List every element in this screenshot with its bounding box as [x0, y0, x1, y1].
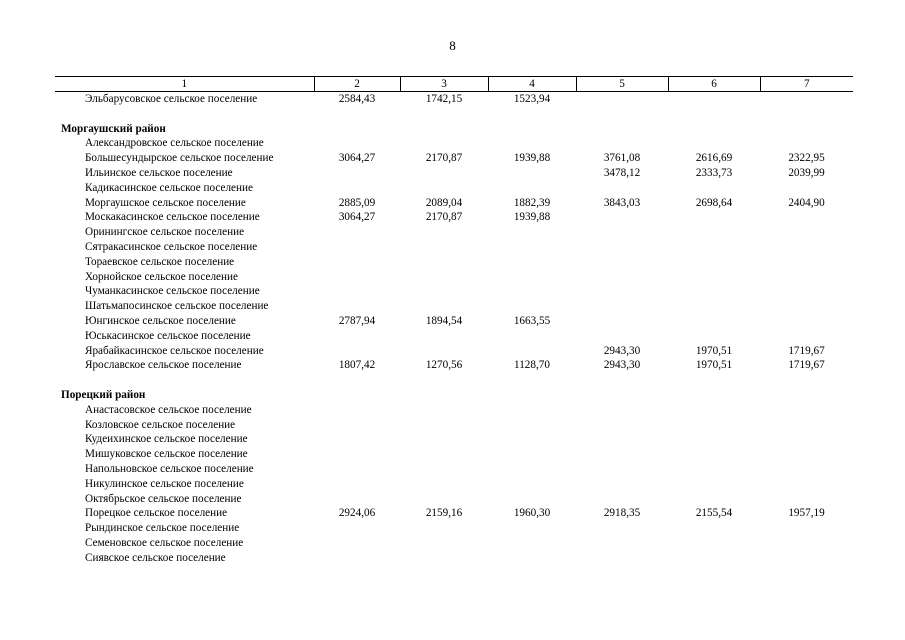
table-row [55, 314, 853, 329]
value-cell-col-7: 1719,67 [788, 359, 825, 372]
value-cell-col-5 [576, 210, 668, 225]
value-cell-col-6 [668, 432, 760, 447]
header-col-6: 6 [668, 77, 760, 92]
district-title: Моргаушский район [61, 122, 166, 135]
table-row [55, 447, 853, 462]
value-cell-col-6 [668, 403, 760, 418]
settlement-name: Ярабайкасинское сельское поселение [85, 344, 264, 357]
value-cell-col-5: 3843,03 [603, 196, 641, 209]
settlement-name: Тораевское сельское поселение [85, 255, 235, 268]
settlement-name: Юнгинское сельское поселение [85, 314, 236, 327]
value-cell-col-4 [488, 136, 576, 151]
table-row [55, 299, 853, 314]
table-row [55, 210, 853, 225]
value-cell-col-7 [760, 536, 853, 551]
value-cell-col-5 [576, 551, 668, 566]
settlement-name: Москакасинское сельское поселение [85, 211, 260, 224]
value-cell-col-4: 1960,30 [513, 507, 551, 520]
value-cell-col-2 [314, 344, 400, 359]
value-cell-col-3: 2170,87 [425, 211, 463, 224]
value-cell-col-6 [668, 418, 760, 433]
value-cell-col-7 [760, 240, 853, 255]
value-cell-col-4: 1882,39 [513, 196, 551, 209]
value-cell-col-2: 1807,42 [338, 359, 376, 372]
value-cell-col-5 [576, 270, 668, 285]
value-cell-col-2 [314, 551, 400, 566]
table-row [55, 506, 853, 521]
value-cell-col-2 [314, 521, 400, 536]
value-cell-col-2: 2584,43 [338, 93, 376, 105]
value-cell-col-5 [576, 255, 668, 270]
value-cell-col-3 [400, 166, 488, 181]
value-cell-col-3 [400, 432, 488, 447]
value-cell-col-4 [488, 284, 576, 299]
value-cell-col-7 [760, 329, 853, 344]
value-cell-col-3 [400, 536, 488, 551]
value-cell-col-5 [576, 136, 668, 151]
value-cell-col-2 [314, 329, 400, 344]
settlement-name: Кудеихинское сельское поселение [85, 433, 248, 446]
value-cell-col-5 [576, 462, 668, 477]
value-cell-col-7: 2322,95 [788, 152, 825, 165]
value-cell-col-6 [668, 536, 760, 551]
value-cell-col-6: 1970,51 [695, 359, 733, 372]
value-cell-col-6 [668, 136, 760, 151]
value-cell-col-6: 2333,73 [695, 166, 733, 179]
value-cell-col-4 [488, 270, 576, 285]
value-cell-col-2: 2885,09 [338, 196, 376, 209]
value-cell-col-4 [488, 551, 576, 566]
value-cell-col-5: 3761,08 [603, 152, 641, 165]
value-cell-col-4 [488, 492, 576, 507]
value-cell-col-6 [668, 299, 760, 314]
value-cell-col-7 [760, 255, 853, 270]
settlement-name: Кадикасинское сельское поселение [85, 181, 253, 194]
district-row [55, 388, 853, 403]
value-cell-col-5 [576, 314, 668, 329]
value-cell-col-2: 3064,27 [338, 152, 376, 165]
value-cell-col-2 [314, 403, 400, 418]
value-cell-col-7 [760, 432, 853, 447]
value-cell-col-5 [576, 403, 668, 418]
table-row [55, 462, 853, 477]
value-cell-col-3 [400, 418, 488, 433]
value-cell-col-4: 1663,55 [513, 314, 551, 327]
value-cell-col-6 [668, 284, 760, 299]
value-cell-col-5 [576, 447, 668, 462]
value-cell-col-3 [400, 447, 488, 462]
table-row [55, 181, 853, 196]
value-cell-col-7 [760, 447, 853, 462]
value-cell-col-5 [576, 181, 668, 196]
value-cell-col-3 [400, 284, 488, 299]
value-cell-col-3 [400, 270, 488, 285]
value-cell-col-4 [488, 521, 576, 536]
value-cell-col-6 [668, 521, 760, 536]
value-cell-col-3 [400, 225, 488, 240]
settlement-name: Хорнойское сельское поселение [85, 270, 238, 283]
header-col-5: 5 [576, 77, 668, 92]
value-cell-col-7: 1957,19 [788, 507, 825, 520]
value-cell-col-3: 2170,87 [425, 152, 463, 165]
table-row [55, 284, 853, 299]
value-cell-col-5: 2918,35 [603, 507, 641, 520]
table-row [55, 166, 853, 181]
value-cell-col-3: 2159,16 [425, 507, 463, 520]
value-cell-col-4 [488, 418, 576, 433]
value-cell-col-6 [668, 240, 760, 255]
value-cell-col-7 [760, 403, 853, 418]
settlement-name: Сятракасинское сельское поселение [85, 240, 258, 253]
spacer-cell [55, 107, 853, 122]
value-cell-col-3 [400, 403, 488, 418]
value-cell-col-4: 1523,94 [513, 93, 551, 105]
spacer-row [55, 107, 853, 122]
value-cell-col-6 [668, 255, 760, 270]
value-cell-col-4 [488, 240, 576, 255]
value-cell-col-3 [400, 462, 488, 477]
value-cell-col-5: 3478,12 [603, 166, 641, 179]
value-cell-col-4 [488, 447, 576, 462]
table-row [55, 329, 853, 344]
value-cell-col-3 [400, 477, 488, 492]
table-row [55, 403, 853, 418]
value-cell-col-4: 1128,70 [514, 359, 550, 372]
value-cell-col-7 [760, 225, 853, 240]
value-cell-col-4 [488, 403, 576, 418]
settlement-name: Козловское сельское поселение [85, 418, 236, 431]
value-cell-col-4 [488, 181, 576, 196]
value-cell-col-3: 2089,04 [425, 196, 463, 209]
value-cell-col-6 [668, 181, 760, 196]
value-cell-col-2 [314, 136, 400, 151]
value-cell-col-5: 2943,30 [603, 359, 641, 372]
value-cell-col-7 [760, 477, 853, 492]
header-col-2: 2 [314, 77, 400, 92]
value-cell-col-6: 2698,64 [695, 196, 733, 209]
value-cell-col-4 [488, 255, 576, 270]
value-cell-col-4: 1939,88 [513, 211, 551, 224]
value-cell-col-5: 2943,30 [603, 344, 641, 357]
settlement-name: Рындинское сельское поселение [85, 522, 240, 535]
value-cell-col-7 [760, 210, 853, 225]
value-cell-col-4 [488, 225, 576, 240]
table-row [55, 240, 853, 255]
header-col-3: 3 [400, 77, 488, 92]
value-cell-col-4 [488, 536, 576, 551]
value-cell-col-5 [576, 418, 668, 433]
value-cell-col-6: 2155,54 [695, 507, 733, 520]
value-cell-col-6: 2616,69 [695, 152, 733, 165]
value-cell-col-7 [760, 521, 853, 536]
value-cell-col-3 [400, 181, 488, 196]
value-cell-col-7: 2039,99 [788, 166, 825, 179]
value-cell-col-3: 1270,56 [425, 359, 463, 372]
table-row [55, 551, 853, 566]
value-cell-col-6 [668, 492, 760, 507]
value-cell-col-6: 1970,51 [695, 344, 733, 357]
table-row [55, 521, 853, 536]
table-row [55, 344, 853, 359]
settlement-name: Шатьмапосинское сельское поселение [85, 300, 269, 313]
settlement-name: Мишуковское сельское поселение [85, 448, 248, 461]
value-cell-col-5 [576, 521, 668, 536]
table-row [55, 136, 853, 151]
settlement-name: Семеновское сельское поселение [85, 536, 244, 549]
settlement-name: Чуманкасинское сельское поселение [85, 285, 260, 298]
settlement-name: Александровское сельское поселение [85, 137, 264, 150]
value-cell-col-2: 3064,27 [338, 211, 376, 224]
value-cell-col-7 [760, 270, 853, 285]
value-cell-col-3 [400, 240, 488, 255]
table-row [55, 477, 853, 492]
value-cell-col-7 [760, 418, 853, 433]
value-cell-col-2 [314, 299, 400, 314]
value-cell-col-5 [576, 92, 668, 107]
value-cell-col-6 [668, 329, 760, 344]
table-row [55, 492, 853, 507]
value-cell-col-7 [760, 551, 853, 566]
value-cell-col-4 [488, 166, 576, 181]
value-cell-col-3 [400, 299, 488, 314]
table-row [55, 270, 853, 285]
district-row [55, 122, 853, 137]
value-cell-col-6 [668, 92, 760, 107]
value-cell-col-2 [314, 536, 400, 551]
value-cell-col-7 [760, 314, 853, 329]
value-cell-col-5 [576, 432, 668, 447]
settlement-name: Никулинское сельское поселение [85, 477, 244, 490]
value-cell-col-5 [576, 492, 668, 507]
page-number: 8 [449, 38, 456, 53]
value-cell-col-2 [314, 462, 400, 477]
settlement-name: Порецкое сельское поселение [85, 507, 228, 520]
settlement-name: Эльбарусовское сельское поселение [85, 93, 258, 105]
spacer-row [55, 373, 853, 388]
value-cell-col-7 [760, 299, 853, 314]
value-cell-col-2 [314, 447, 400, 462]
table-row [55, 196, 853, 211]
table-row [55, 225, 853, 240]
table-row [55, 255, 853, 270]
header-col-7: 7 [760, 77, 853, 92]
value-cell-col-4: 1939,88 [513, 152, 551, 165]
value-cell-col-6 [668, 210, 760, 225]
value-cell-col-7 [760, 492, 853, 507]
settlement-name: Анастасовское сельское поселение [85, 403, 252, 416]
value-cell-col-5 [576, 284, 668, 299]
header-row [55, 77, 853, 92]
value-cell-col-3 [400, 344, 488, 359]
value-cell-col-3 [400, 136, 488, 151]
value-cell-col-3 [400, 329, 488, 344]
settlement-name: Моргаушское сельское поселение [85, 196, 246, 209]
value-cell-col-2 [314, 492, 400, 507]
value-cell-col-3 [400, 521, 488, 536]
value-cell-col-5 [576, 225, 668, 240]
value-cell-col-5 [576, 477, 668, 492]
settlement-name: Юськасинское сельское поселение [85, 329, 251, 342]
value-cell-col-4 [488, 432, 576, 447]
value-cell-col-3 [400, 551, 488, 566]
table-row [55, 151, 853, 166]
data-table [55, 76, 853, 566]
value-cell-col-2 [314, 284, 400, 299]
value-cell-col-5 [576, 299, 668, 314]
table-row [55, 358, 853, 373]
value-cell-col-7: 2404,90 [788, 196, 825, 209]
value-cell-col-6 [668, 551, 760, 566]
value-cell-col-2 [314, 270, 400, 285]
settlement-name: Напольновское сельское поселение [85, 462, 254, 475]
value-cell-col-7 [760, 462, 853, 477]
spacer-cell [55, 373, 853, 388]
table-row [55, 536, 853, 551]
value-cell-col-7 [760, 136, 853, 151]
value-cell-col-6 [668, 314, 760, 329]
value-cell-col-2 [314, 432, 400, 447]
table-row [55, 92, 853, 107]
value-cell-col-6 [668, 477, 760, 492]
settlement-name: Сиявское сельское поселение [85, 551, 226, 564]
value-cell-col-6 [668, 225, 760, 240]
value-cell-col-6 [668, 447, 760, 462]
value-cell-col-2 [314, 255, 400, 270]
settlement-name: Октябрьское сельское поселение [85, 492, 242, 505]
settlement-name: Большесундырское сельское поселение [85, 152, 274, 165]
value-cell-col-2 [314, 166, 400, 181]
value-cell-col-4 [488, 299, 576, 314]
value-cell-col-7: 1719,67 [788, 344, 825, 357]
settlement-name: Ярославское сельское поселение [85, 359, 242, 372]
header-col-1: 1 [55, 77, 314, 92]
value-cell-col-2 [314, 418, 400, 433]
value-cell-col-3: 1742,15 [425, 93, 463, 105]
value-cell-col-2: 2924,06 [338, 507, 376, 520]
value-cell-col-5 [576, 329, 668, 344]
value-cell-col-2 [314, 181, 400, 196]
value-cell-col-6 [668, 270, 760, 285]
table-row [55, 432, 853, 447]
value-cell-col-7 [760, 92, 853, 107]
value-cell-col-4 [488, 329, 576, 344]
value-cell-col-5 [576, 536, 668, 551]
value-cell-col-3 [400, 255, 488, 270]
value-cell-col-2 [314, 477, 400, 492]
value-cell-col-2: 2787,94 [338, 314, 376, 327]
settlement-name: Ильинское сельское поселение [85, 166, 233, 179]
value-cell-col-7 [760, 181, 853, 196]
settlement-name: Оринингское сельское поселение [85, 226, 245, 239]
value-cell-col-4 [488, 477, 576, 492]
value-cell-col-3 [400, 492, 488, 507]
district-title: Порецкий район [61, 388, 146, 401]
header-col-4: 4 [488, 77, 576, 92]
value-cell-col-4 [488, 462, 576, 477]
table-row [55, 418, 853, 433]
value-cell-col-3: 1894,54 [425, 314, 463, 327]
value-cell-col-4 [488, 344, 576, 359]
value-cell-col-2 [314, 240, 400, 255]
value-cell-col-2 [314, 225, 400, 240]
value-cell-col-5 [576, 240, 668, 255]
value-cell-col-7 [760, 284, 853, 299]
value-cell-col-6 [668, 462, 760, 477]
